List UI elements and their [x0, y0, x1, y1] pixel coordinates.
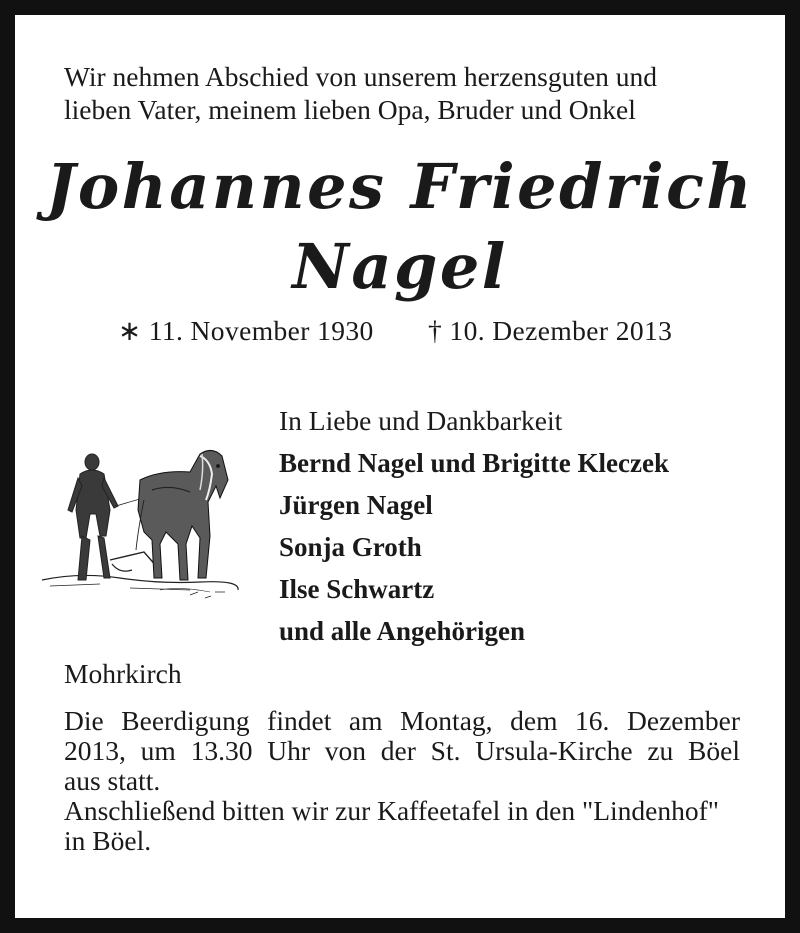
funeral-line-5: in Böel.	[64, 825, 152, 856]
mourner-name: und alle Angehörigen	[279, 616, 526, 646]
mourner-name: Ilse Schwartz	[279, 574, 435, 604]
deceased-name-last: Nagel	[292, 230, 508, 303]
mourners-lead: In Liebe und Dankbarkeit	[279, 405, 563, 436]
mourner-name: Jürgen Nagel	[279, 490, 433, 520]
birth-date: ∗ 11. November 1930	[118, 315, 374, 346]
funeral-line-3: aus statt.	[64, 765, 161, 796]
farmer-figure	[68, 454, 118, 580]
funeral-details	[64, 706, 740, 856]
intro-line-1: Wir nehmen Abschied von unserem herzensguten und	[64, 61, 658, 92]
funeral-line-1: Die Beerdigung findet am Montag, dem 16. Dezember	[64, 705, 740, 736]
funeral-line-4: Anschließend bitten wir zur Kaffeetafel in den "Lindenhof"	[64, 795, 719, 826]
mourner-name: Sonja Groth	[279, 532, 422, 562]
mourner-name: Bernd Nagel und Brigitte Kleczek	[279, 448, 669, 478]
farmer-with-horse-plowing-illustration	[40, 440, 240, 620]
intro-line-2: lieben Vater, meinem lieben Opa, Bruder und Onkel	[64, 94, 636, 125]
death-date: † 10. Dezember 2013	[428, 315, 673, 346]
mourners-block	[279, 400, 759, 652]
place-name: Mohrkirch	[64, 658, 182, 689]
deceased-name-first: Johannes Friedrich	[45, 150, 755, 223]
funeral-line-2: 2013, um 13.30 Uhr von der St. Ursula-Kirche zu Böel	[64, 735, 740, 766]
horse-figure	[136, 450, 228, 580]
intro-text	[64, 60, 754, 126]
